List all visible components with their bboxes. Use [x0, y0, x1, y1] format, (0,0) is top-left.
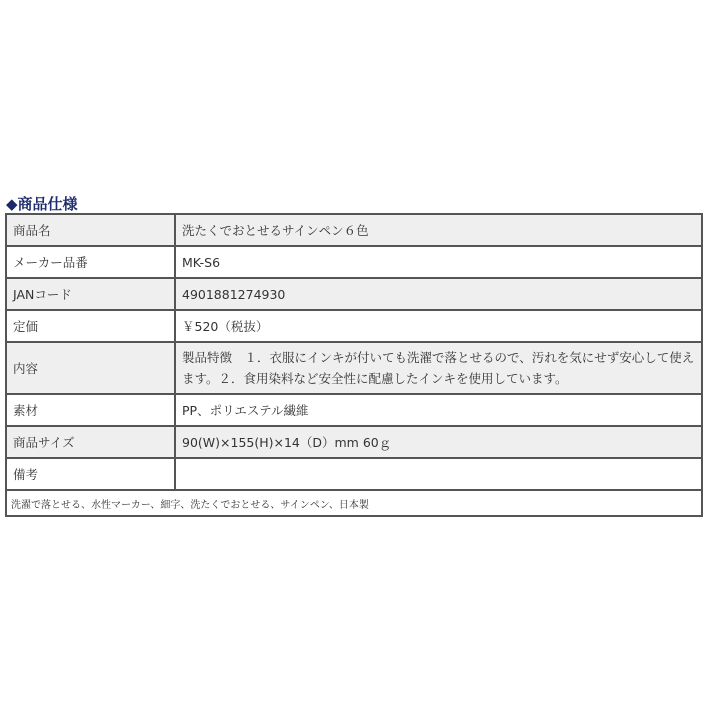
table-row [6, 246, 702, 278]
row-label: JANコード [6, 278, 175, 310]
spec-table [5, 213, 703, 517]
table-row [6, 426, 702, 458]
row-value: ￥520（税抜） [175, 310, 702, 342]
table-row [6, 310, 702, 342]
row-value: MK-S6 [175, 246, 702, 278]
table-row [6, 214, 702, 246]
table-row [6, 342, 702, 394]
row-value: 4901881274930 [175, 278, 702, 310]
row-value [175, 458, 702, 490]
row-label: 内容 [6, 342, 175, 394]
footer-row [6, 490, 702, 516]
row-value: 製品特徴 １．衣服にインキが付いても洗濯で落とせるので、汚れを気にせず安心して使えます。２．食用染料など安全性に配慮したインキを使用しています。 [175, 342, 702, 394]
row-value: 90(W)×155(H)×14（D）mm 60ｇ [175, 426, 702, 458]
section-title: ◆商品仕様 [6, 195, 78, 213]
table-row [6, 394, 702, 426]
row-label: 商品名 [6, 214, 175, 246]
row-label: 定価 [6, 310, 175, 342]
row-value: PP、ポリエステル繊維 [175, 394, 702, 426]
keywords: 洗濯で落とせる、水性マーカー、細字、洗たくでおとせる、サインペン、日本製 [6, 490, 702, 516]
table-row [6, 458, 702, 490]
row-label: メーカー品番 [6, 246, 175, 278]
row-label: 商品サイズ [6, 426, 175, 458]
row-label: 備考 [6, 458, 175, 490]
row-label: 素材 [6, 394, 175, 426]
row-value: 洗たくでおとせるサインペン６色 [175, 214, 702, 246]
table-row [6, 278, 702, 310]
